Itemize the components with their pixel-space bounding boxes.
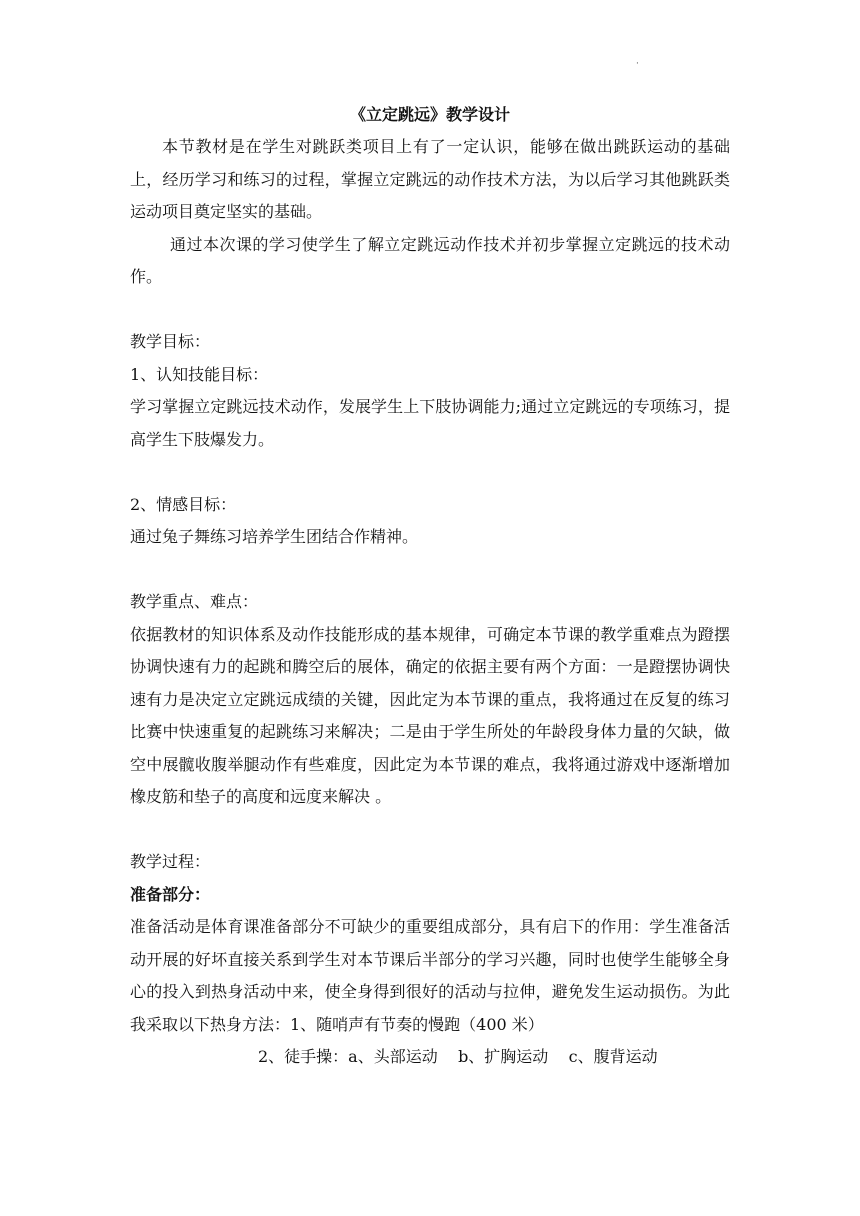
goal1-text: 学习掌握立定跳远技术动作，发展学生上下肢协调能力;通过立定跳远的专项练习，提高学生下肢爆发力。: [130, 397, 730, 449]
spacer: [130, 294, 730, 327]
warmup-methods-line: 2、徒手操：a、头部运动 b、扩胸运动 c、腹背运动: [258, 1047, 658, 1066]
goals-heading: 教学目标：: [130, 332, 211, 351]
spacer: [130, 456, 730, 489]
prep-text: 准备活动是体育课准备部分不可缺少的重要组成部分，具有启下的作用：学生准备活动开展的好坏直接关系到学生对本节课后半部分的学习兴趣，同时也使学生能够全身心的投入到热身活动中来，使全身得到很好的活动与拉伸，避免发生运动损伤。为此我采取以下热身方法：1、随哨声有节奏的慢跑（400 米）: [130, 917, 730, 1034]
prep-heading: 准备部分：: [130, 884, 211, 904]
key-points-text: 依据教材的知识体系及动作技能形成的基本规律，可确定本节课的教学重难点为蹬摆协调快速有力的起跳和腾空后的展体，确定的依据主要有两个方面：一是蹬摆协调快速有力是决定立定跳远成绩的关键，因此定为本节课的重点，我将通过在反复的练习比赛中快速重复的起跳练习来解决；二是由于学生所处的年龄段身体力量的欠缺，做空中展髋收腹举腿动作有些难度，因此定为本节课的难点，我将通过游戏中逐渐增加橡皮筋和垫子的高度和远度来解决 。: [130, 624, 730, 806]
key-points-heading: 教学重点、难点：: [130, 592, 259, 611]
process-heading: 教学过程：: [130, 852, 211, 871]
page-mark: ·: [636, 59, 639, 69]
intro-paragraph-2: 通过本次课的学习使学生了解立定跳远动作技术并初步掌握立定跳远的技术动作。: [130, 234, 730, 286]
goal2-text: 通过兔子舞练习培养学生团结合作精神。: [130, 527, 419, 546]
goal1-heading: 1、认知技能目标：: [130, 364, 269, 384]
document-body: [130, 98, 730, 1074]
intro-paragraph-1: 本节教材是在学生对跳跃类项目上有了一定认识，能够在做出跳跃运动的基础上，经历学习和练习的过程，掌握立定跳远的动作技术方法，为以后学习其他跳跃类运动项目奠定坚实的基础。: [130, 137, 730, 221]
spacer: [130, 554, 730, 587]
spacer: [130, 814, 730, 847]
document-title: 《立定跳远》教学设计: [349, 105, 510, 124]
goal2-heading: 2、情感目标：: [130, 494, 237, 514]
